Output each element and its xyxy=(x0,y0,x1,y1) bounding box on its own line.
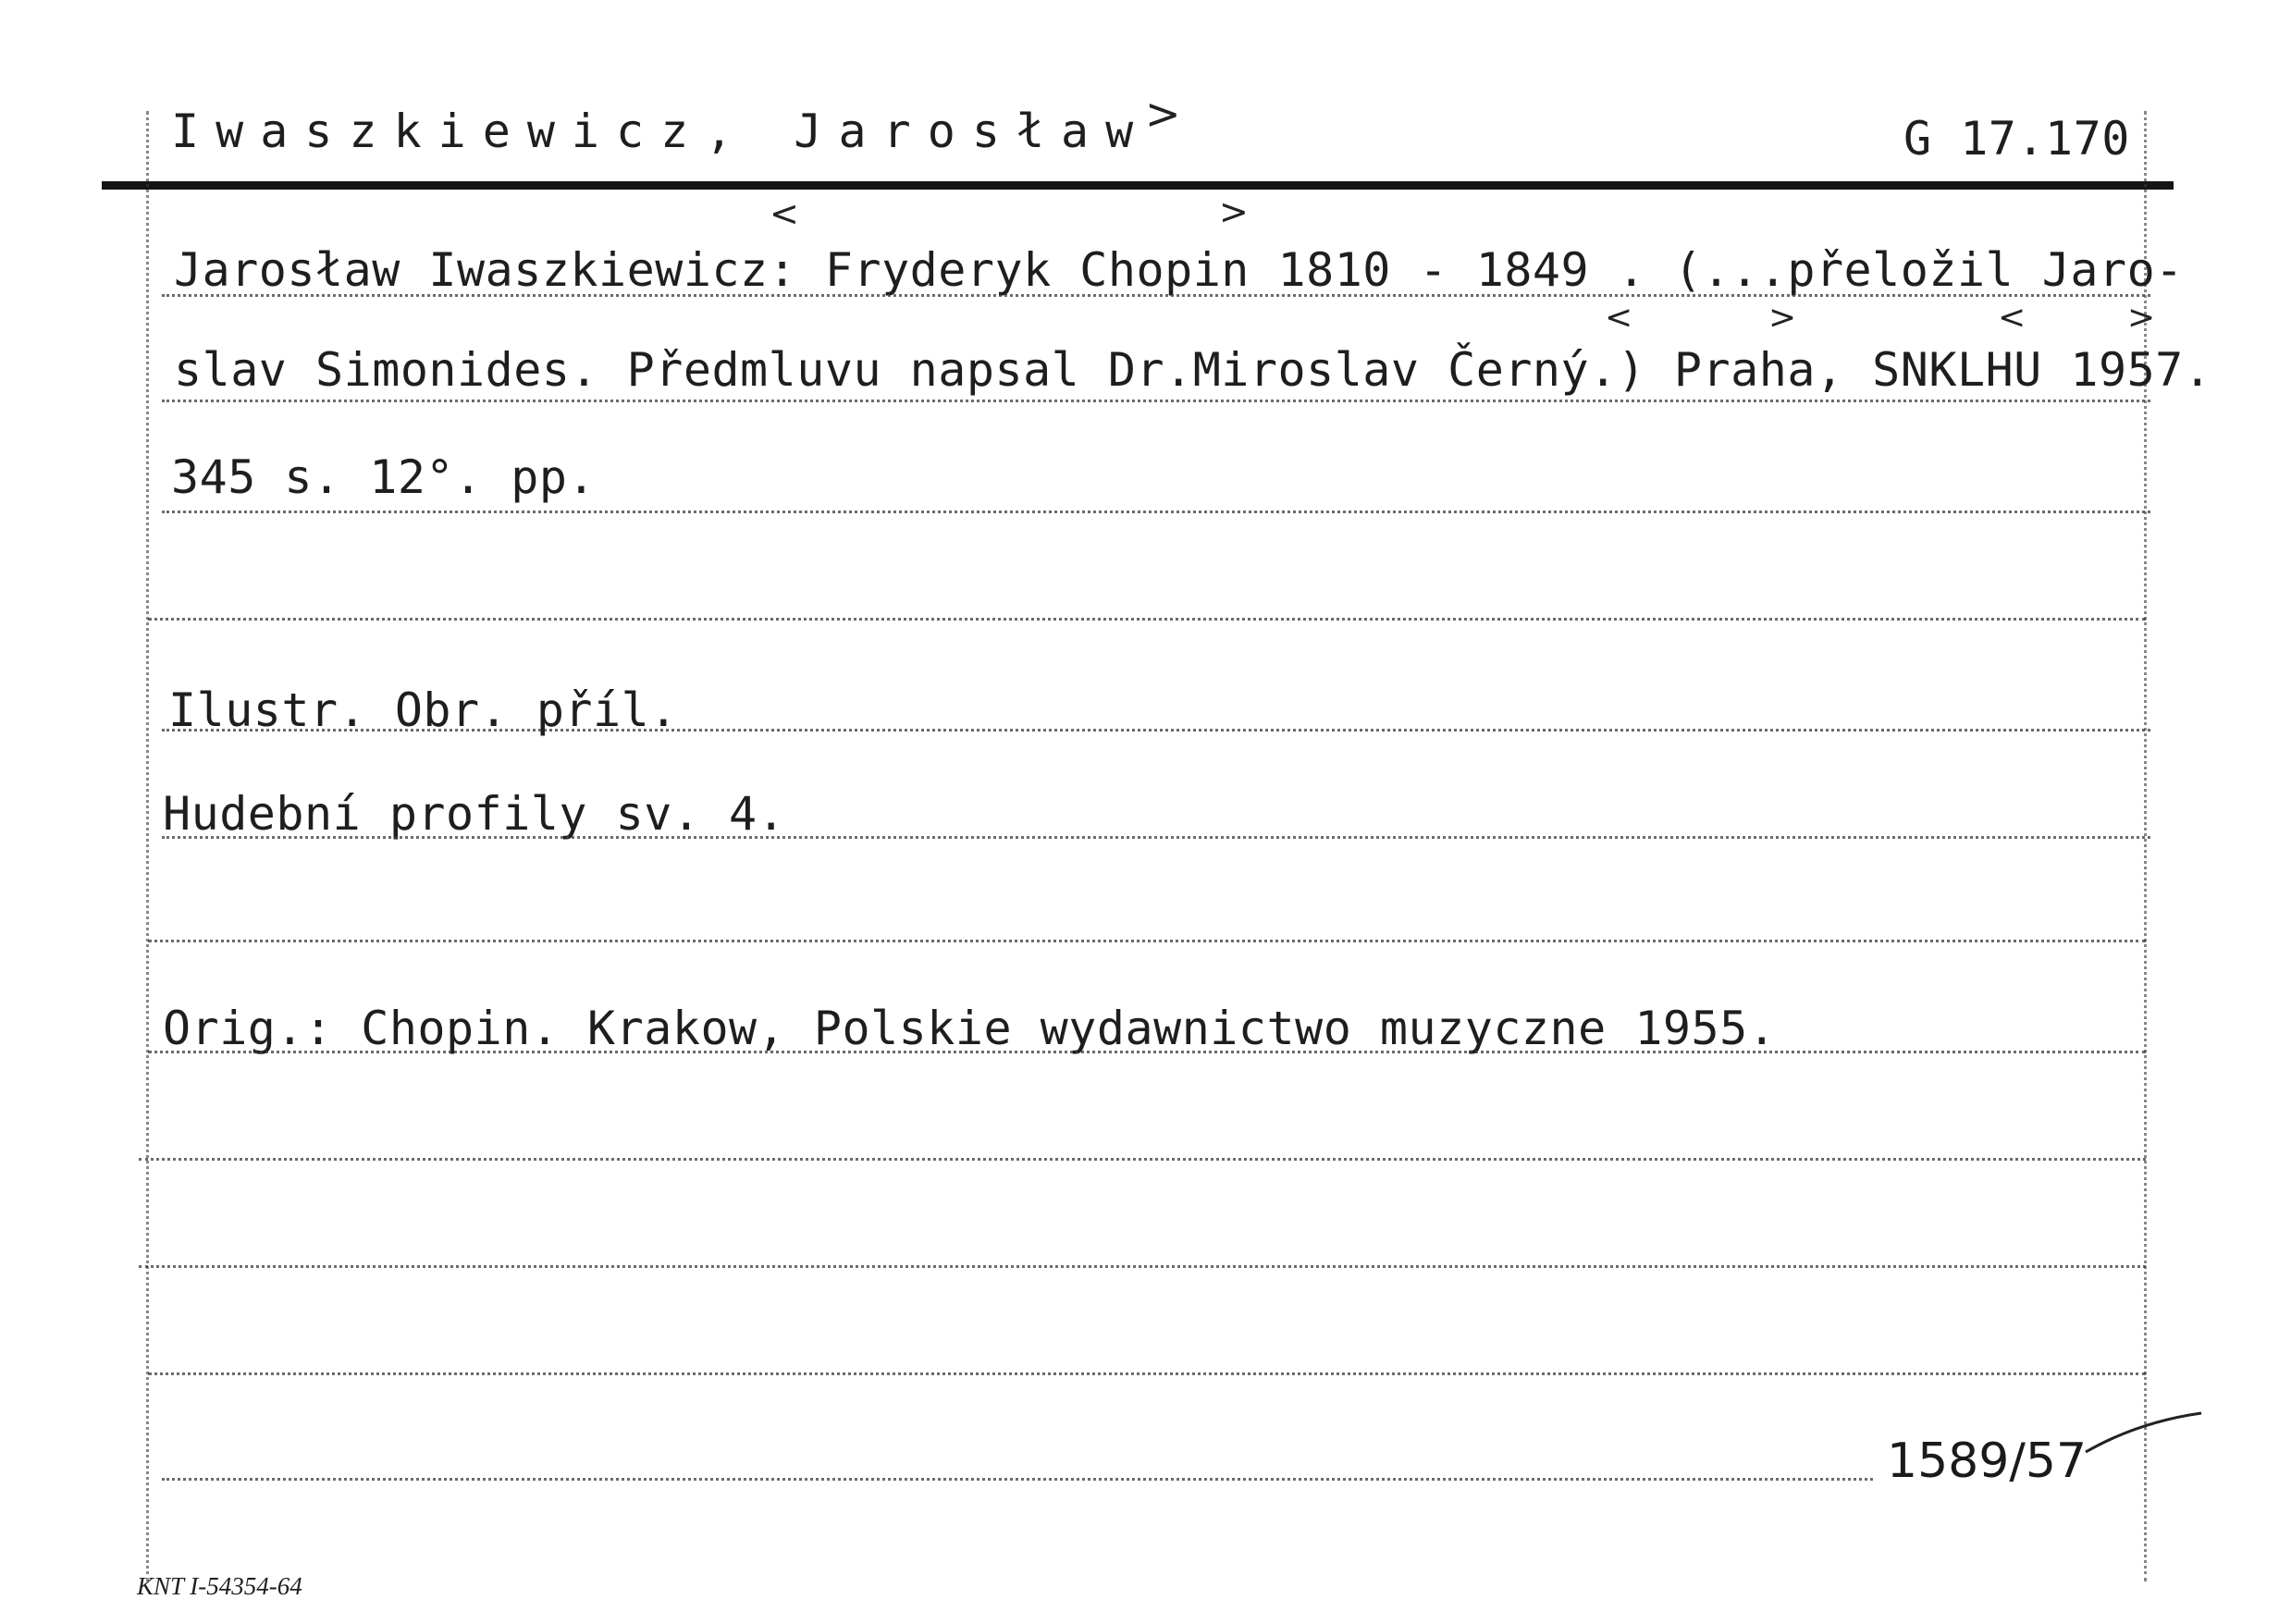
rule-11 xyxy=(148,1372,2146,1375)
shelf-mark: G 17.170 xyxy=(1903,112,2130,166)
heading-name: Iwaszkiewicz, Jarosław xyxy=(171,105,1151,158)
rule-6 xyxy=(162,836,2150,839)
hand-stroke xyxy=(2081,1406,2211,1461)
heading-bracket-close: > xyxy=(1145,89,1181,139)
heading-rule xyxy=(102,181,2174,190)
original-note: Orig.: Chopin. Krakow, Polskie wydawnictwo muzyczne 1955. xyxy=(163,1002,1777,1055)
bracket-close-3: > xyxy=(2127,299,2156,337)
rule-7 xyxy=(148,940,2146,942)
bracket-close-2: > xyxy=(1768,299,1797,337)
bracket-close-1: > xyxy=(1219,191,1249,232)
printer-code: KNT I-54354-64 xyxy=(137,1572,302,1600)
series-note: Hudební profily sv. 4. xyxy=(163,787,786,841)
rule-8 xyxy=(148,1051,2146,1053)
rule-12 xyxy=(162,1478,1873,1481)
rule-3 xyxy=(162,511,2150,513)
accession-number: 1589/57 xyxy=(1887,1433,2088,1489)
rule-4 xyxy=(148,618,2146,621)
bracket-open-3: < xyxy=(1998,299,2026,337)
rule-10 xyxy=(139,1265,2146,1268)
illustrations-note: Ilustr. Obr. příl. xyxy=(168,683,678,737)
rule-5 xyxy=(162,729,2150,732)
entry-line-2: slav Simonides. Předmluvu napsal Dr.Miroslav Černý.) Praha, SNKLHU 1957. xyxy=(174,343,2212,397)
entry-line-1: Jarosław Iwaszkiewicz: Fryderyk Chopin 1810 - 1849 . (...přeložil Jaro- xyxy=(174,243,2184,297)
bracket-open-1: < xyxy=(770,193,799,234)
rule-9 xyxy=(139,1158,2146,1161)
rule-1 xyxy=(162,294,2150,297)
rule-2 xyxy=(162,400,2150,402)
bracket-open-2: < xyxy=(1605,299,1633,337)
left-margin-dots xyxy=(146,111,149,1581)
entry-line-3: 345 s. 12°. pp. xyxy=(171,450,597,504)
